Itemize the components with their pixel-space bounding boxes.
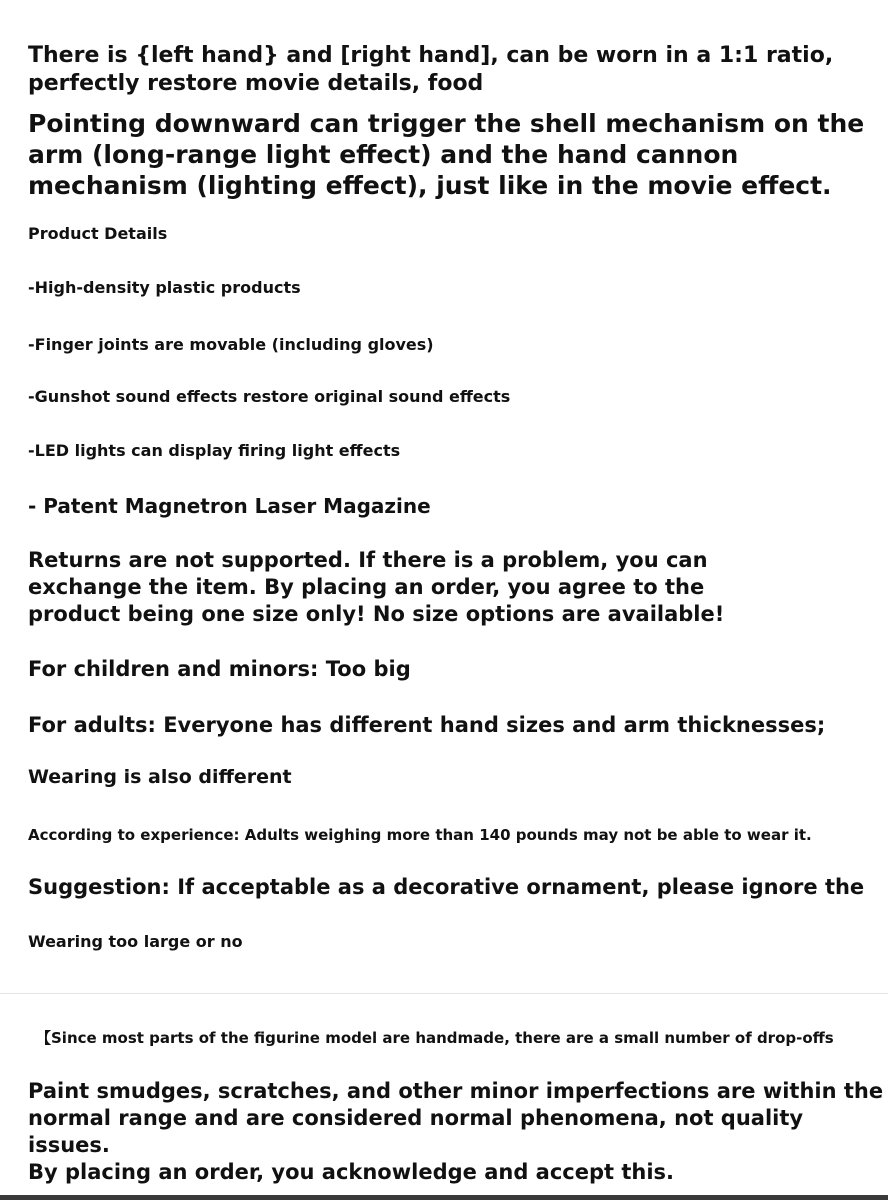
intro-line-1: There is {left hand} and [right hand], can be worn in a 1:1 ratio, perfectly restore movie details, food xyxy=(28,43,834,96)
bottom-border xyxy=(0,1195,888,1200)
paint-notice: Paint smudges, scratches, and other minor imperfections are within the normal range and are considered normal phenomena, not quality issues. By placing an order, you acknowledge and accept this. xyxy=(28,1079,884,1184)
handmade-notice: 【Since most parts of the figurine model are handmade, there are a small number of drop-offs xyxy=(36,1029,834,1047)
details-item-gunshot-sound: -Gunshot sound effects restore original sound effects xyxy=(28,387,511,406)
section-divider xyxy=(0,993,888,994)
intro-line-2: Pointing downward can trigger the shell mechanism on the arm (long-range light effect) and the hand cannon mechanism (lighting effect), just like in the movie effect. xyxy=(28,109,865,200)
experience-note: According to experience: Adults weighing more than 140 pounds may not be able to wear it. xyxy=(28,826,812,844)
details-item-plastic: -High-density plastic products xyxy=(28,278,301,297)
details-item-led-lights: -LED lights can display firing light effects xyxy=(28,441,401,460)
details-item-magazine: - Patent Magnetron Laser Magazine xyxy=(28,494,431,518)
adults-note: For adults: Everyone has different hand sizes and arm thicknesses; xyxy=(28,713,826,737)
wearing-note: Wearing is also different xyxy=(28,766,292,788)
children-note: For children and minors: Too big xyxy=(28,657,411,681)
returns-policy: Returns are not supported. If there is a problem, you can exchange the item. By placing an order, you agree to the product being one size only! No size options are available! xyxy=(28,548,725,626)
wearing-too-note: Wearing too large or no xyxy=(28,932,243,951)
details-heading: Product Details xyxy=(28,224,168,243)
details-item-finger-joints: -Finger joints are movable (including gloves) xyxy=(28,335,434,354)
suggestion-note: Suggestion: If acceptable as a decorative ornament, please ignore the xyxy=(28,875,865,899)
